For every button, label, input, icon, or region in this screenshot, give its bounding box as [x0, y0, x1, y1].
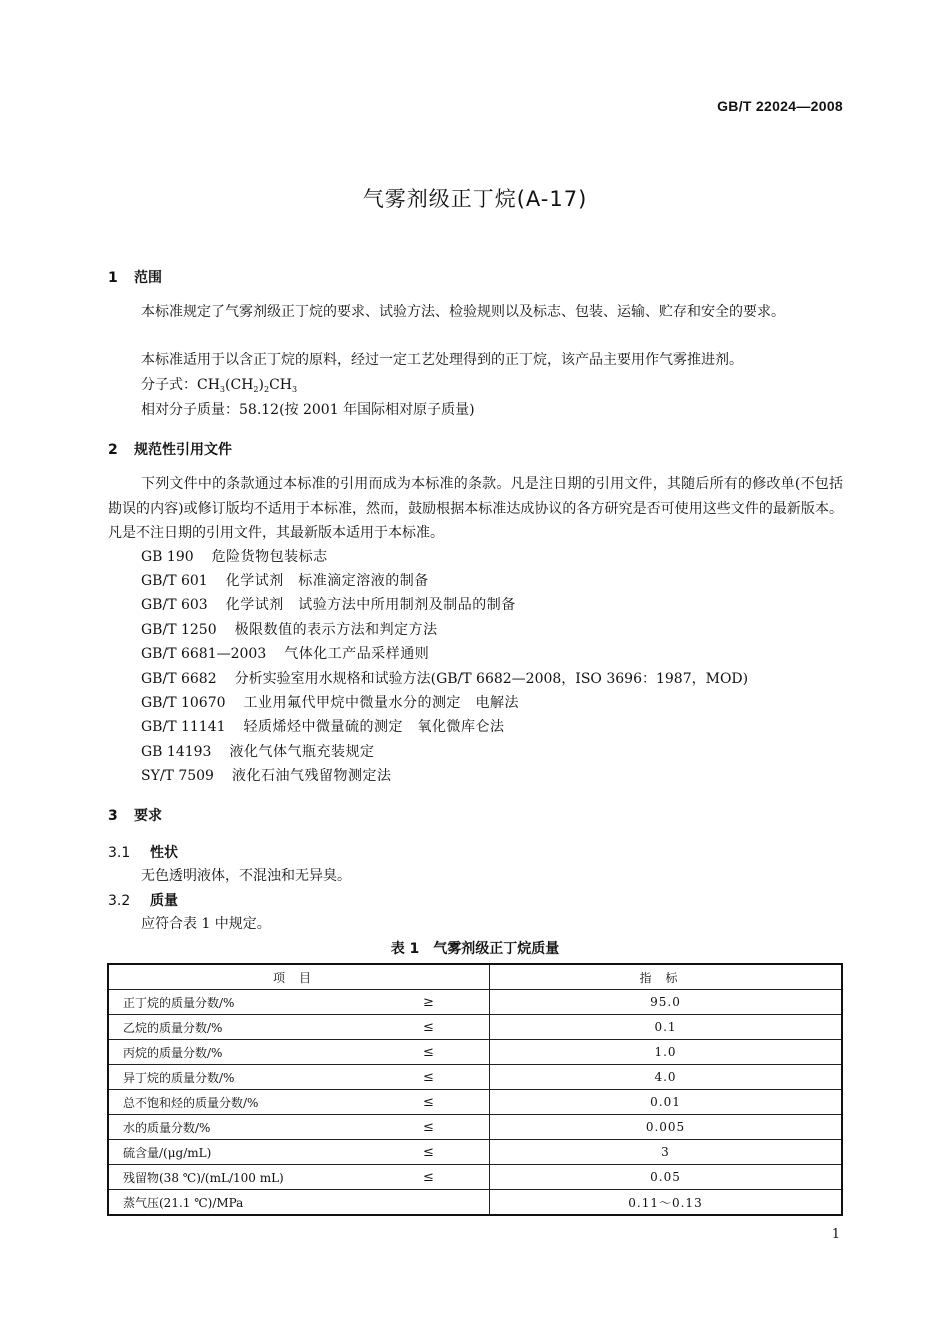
- properties-text: 无色透明液体，不混浊和无异臭。: [141, 868, 351, 884]
- operator-cell: ≤: [423, 1115, 490, 1140]
- operator-cell: ≤: [423, 1140, 490, 1165]
- reference-item: [141, 546, 328, 566]
- reference-code: GB/T 603: [141, 597, 208, 613]
- section-title: 规范性引用文件: [134, 442, 232, 458]
- section-3-heading: [108, 805, 162, 825]
- reference-item: [141, 741, 374, 761]
- table-row: [108, 1040, 842, 1065]
- value-cell: 0.05: [490, 1165, 843, 1190]
- section-number: 1: [108, 270, 118, 286]
- scope-paragraph-2: 本标准适用于以含正丁烷的原料，经过一定工艺处理得到的正丁烷，该产品主要用作气雾推进剂。: [141, 352, 743, 368]
- section-number: 2: [108, 442, 118, 458]
- value-cell: 4.0: [490, 1065, 843, 1090]
- table-row: [108, 1065, 842, 1090]
- section-2-heading: [108, 439, 232, 459]
- standard-code: GB/T 22024—2008: [717, 98, 843, 114]
- reference-title: 液化石油气残留物测定法: [231, 768, 392, 784]
- reference-code: GB/T 6681—2003: [141, 646, 267, 662]
- item-cell: 异丁烷的质量分数/%: [108, 1065, 423, 1090]
- table-row: [108, 1140, 842, 1165]
- subsection-3-1-heading: [108, 842, 178, 862]
- item-cell: 硫含量/(μg/mL): [108, 1140, 423, 1165]
- value-cell: 95.0: [490, 990, 843, 1015]
- reference-title: 气体化工产品采样通则: [284, 646, 430, 662]
- table-caption: 表 1 气雾剂级正丁烷质量: [390, 941, 560, 957]
- reference-code: GB/T 11141: [141, 719, 226, 735]
- subsection-title: 性状: [150, 845, 178, 861]
- item-cell: 蒸气压(21.1 ℃)/MPa: [108, 1190, 423, 1216]
- reference-item: [141, 619, 438, 639]
- reference-item: [141, 643, 429, 663]
- formula-part: ): [258, 377, 264, 393]
- page-number: 1: [831, 1227, 840, 1242]
- subsection-number: 3.2: [108, 893, 131, 909]
- reference-item: [141, 570, 429, 590]
- reference-title: 工业用氟代甲烷中微量水分的测定 电解法: [243, 695, 520, 711]
- molecular-formula: [141, 374, 297, 394]
- reference-code: GB/T 6682: [141, 671, 217, 687]
- item-cell: 乙烷的质量分数/%: [108, 1015, 423, 1040]
- formula-part: CH: [197, 377, 220, 393]
- formula-part: (CH: [225, 377, 254, 393]
- operator-cell: ≤: [423, 1040, 490, 1065]
- operator-cell: ≤: [423, 1015, 490, 1040]
- reference-item: [141, 765, 391, 785]
- reference-code: GB/T 601: [141, 573, 208, 589]
- reference-code: GB 14193: [141, 744, 212, 760]
- section-1-heading: [108, 267, 162, 287]
- reference-title: 轻质烯烃中微量硫的测定 氧化微库仑法: [243, 719, 505, 735]
- operator-cell: ≤: [423, 1065, 490, 1090]
- table-row: [108, 1190, 842, 1216]
- formula-subscript: 3: [291, 385, 298, 394]
- reference-title: 危险货物包装标志: [211, 549, 328, 565]
- formula-part: CH: [269, 377, 292, 393]
- reference-item: [141, 668, 748, 688]
- reference-title: 极限数值的表示方法和判定方法: [234, 622, 438, 638]
- item-cell: 正丁烷的质量分数/%: [108, 990, 423, 1015]
- formula-label: 分子式：: [141, 377, 197, 393]
- formula-subscript: 2: [263, 385, 270, 394]
- item-cell: 丙烷的质量分数/%: [108, 1040, 423, 1065]
- subsection-3-2-heading: [108, 890, 178, 910]
- reference-title: 化学试剂 试验方法中所用制剂及制品的制备: [225, 597, 516, 613]
- section-title: 范围: [134, 270, 162, 286]
- document-title: 气雾剂级正丁烷(A-17): [362, 187, 588, 211]
- operator-cell: [423, 1190, 490, 1216]
- subsection-number: 3.1: [108, 845, 131, 861]
- item-cell: 残留物(38 ℃)/(mL/100 mL): [108, 1165, 423, 1190]
- table-row: [108, 1015, 842, 1040]
- table-row: [108, 990, 842, 1015]
- value-cell: 0.01: [490, 1090, 843, 1115]
- column-header-value: 指标: [490, 964, 843, 990]
- value-cell: 0.1: [490, 1015, 843, 1040]
- reference-title: 分析实验室用水规格和试验方法(GB/T 6682—2008，ISO 3696：1987，MOD): [234, 671, 749, 687]
- operator-cell: ≥: [423, 990, 490, 1015]
- value-cell: 3: [490, 1140, 843, 1165]
- reference-code: GB 190: [141, 549, 194, 565]
- reference-item: [141, 716, 505, 736]
- subsection-title: 质量: [150, 893, 178, 909]
- item-cell: 总不饱和烃的质量分数/%: [108, 1090, 423, 1115]
- table-row: [108, 1115, 842, 1140]
- reference-item: [141, 692, 519, 712]
- reference-title: 化学试剂 标准滴定溶液的制备: [225, 573, 429, 589]
- formula-subscript: 2: [253, 385, 259, 394]
- operator-cell: ≤: [423, 1090, 490, 1115]
- table-header-row: [108, 964, 842, 990]
- item-cell: 水的质量分数/%: [108, 1115, 423, 1140]
- reference-title: 液化气体气瓶充装规定: [229, 744, 375, 760]
- references-paragraph: 下列文件中的条款通过本标准的引用而成为本标准的条款。凡是注日期的引用文件，其随后所有的修改单(不包括勘误的内容)或修订版均不适用于本标准，然而，鼓励根据本标准达成协议的各方研究是否可使用这些文件的最新版本。凡是不注日期的引用文件，其最新版本适用于本标准。: [108, 476, 843, 541]
- value-cell: 0.005: [490, 1115, 843, 1140]
- section-title: 要求: [134, 808, 162, 824]
- reference-item: [141, 594, 516, 614]
- operator-cell: ≤: [423, 1165, 490, 1190]
- table-row: [108, 1090, 842, 1115]
- scope-paragraph-1: 本标准规定了气雾剂级正丁烷的要求、试验方法、检验规则以及标志、包装、运输、贮存和安全的要求。: [141, 304, 785, 320]
- value-cell: 0.11～0.13: [490, 1190, 843, 1216]
- reference-code: GB/T 1250: [141, 622, 217, 638]
- table-row: [108, 1165, 842, 1190]
- reference-code: SY/T 7509: [141, 768, 214, 784]
- reference-code: GB/T 10670: [141, 695, 226, 711]
- formula-subscript: 3: [219, 385, 226, 394]
- quality-text: 应符合表 1 中规定。: [141, 916, 271, 932]
- column-header-item: 项目: [108, 964, 490, 990]
- section-number: 3: [108, 808, 118, 824]
- molecular-mass: 相对分子质量：58.12(按 2001 年国际相对原子质量): [141, 402, 475, 418]
- value-cell: 1.0: [490, 1040, 843, 1065]
- quality-table: [107, 963, 843, 1216]
